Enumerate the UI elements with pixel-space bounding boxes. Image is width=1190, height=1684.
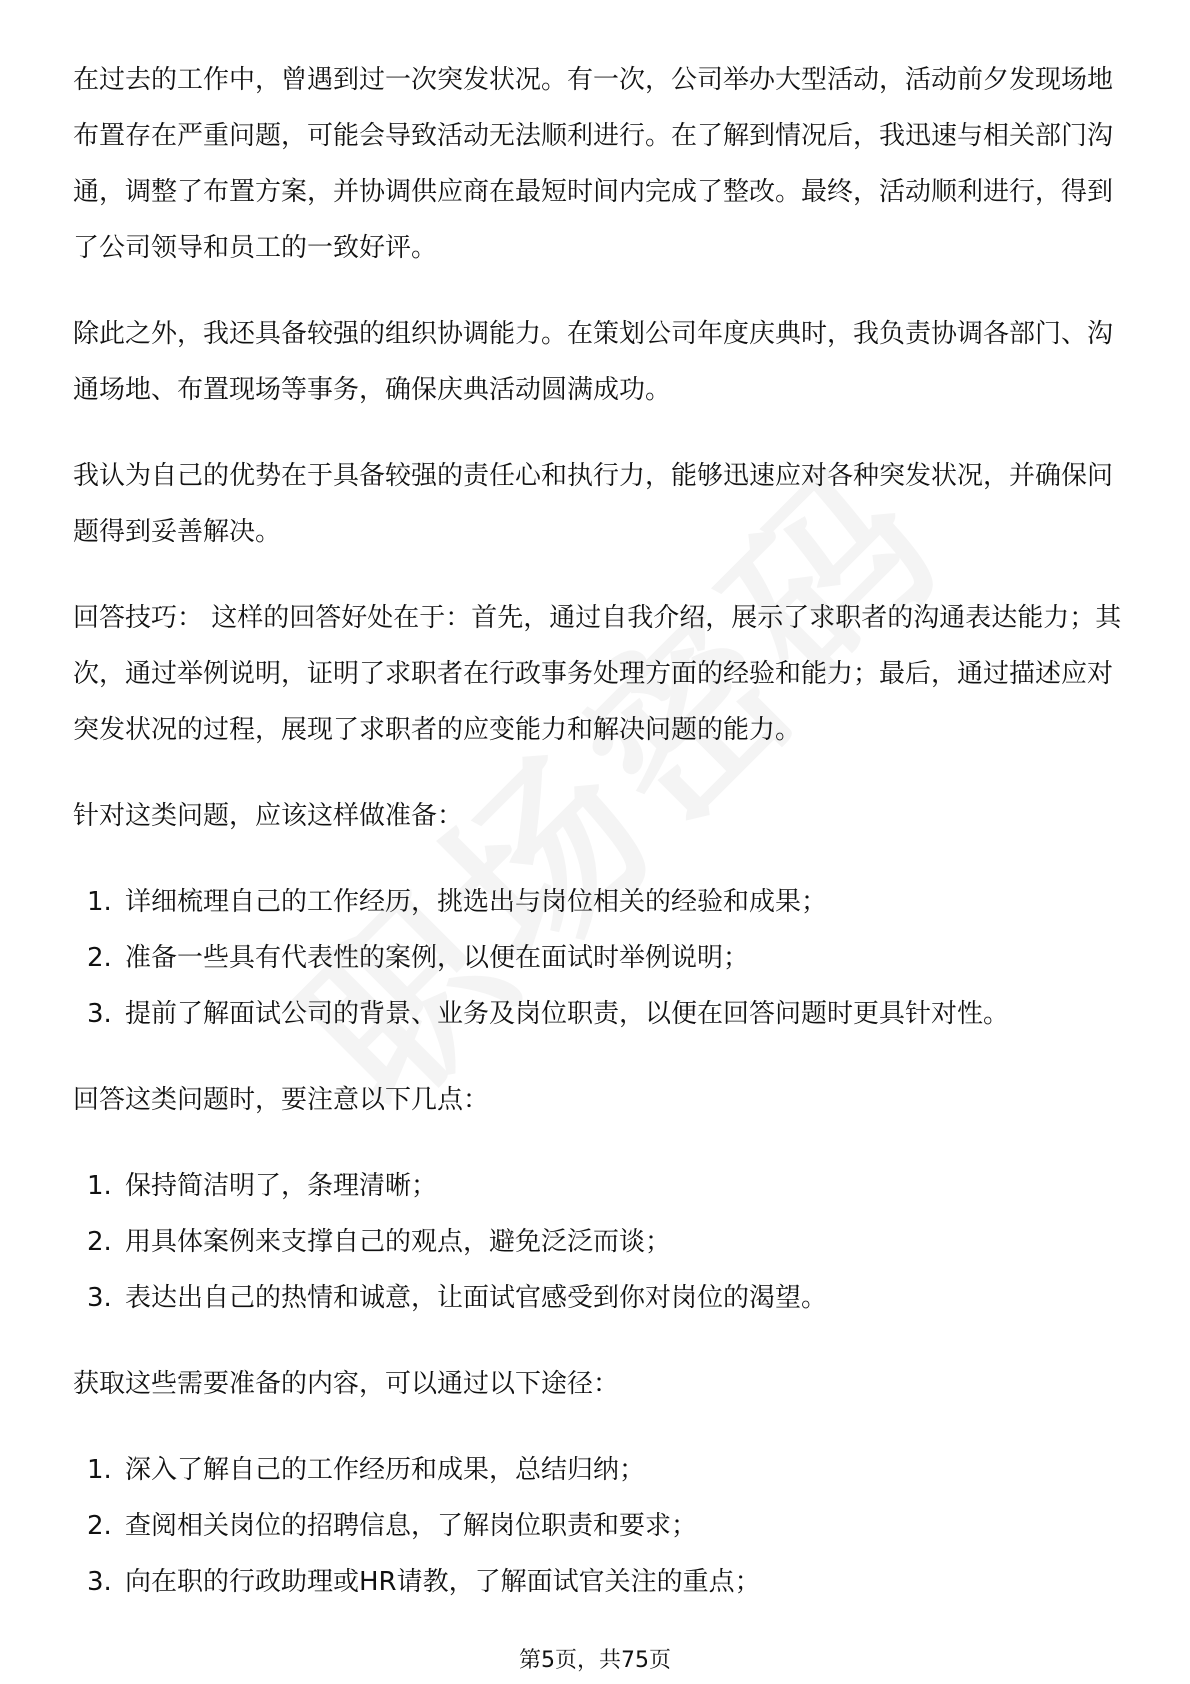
list-item bbox=[73, 1214, 1123, 1270]
list-item-text: 用具体案例来支撑自己的观点，避免泛泛而谈； bbox=[125, 1227, 672, 1257]
list-item-number: 1. bbox=[87, 1171, 112, 1201]
list-item-text: 准备一些具有代表性的案例，以便在面试时举例说明； bbox=[125, 943, 750, 973]
section-heading-preparation: 针对这类问题，应该这样做准备： bbox=[73, 801, 464, 831]
list-item-text: 查阅相关岗位的招聘信息，了解岗位职责和要求； bbox=[125, 1511, 698, 1541]
list-item-number: 3. bbox=[87, 1567, 112, 1597]
list-item-number: 2. bbox=[87, 1511, 112, 1541]
paragraph-answer-tips: 回答技巧： 这样的回答好处在于：首先，通过自我介绍，展示了求职者的沟通表达能力；其次，通过举例说明，证明了求职者在行政事务处理方面的经验和能力；最后，通过描述应对突发状况的过程，展现了求职者的应变能力和解决问题的能力。 bbox=[73, 603, 1122, 745]
list-item bbox=[73, 930, 1123, 986]
list-item bbox=[73, 874, 1123, 930]
preparation-list bbox=[73, 874, 1123, 1042]
list-item-text: 深入了解自己的工作经历和成果，总结归纳； bbox=[125, 1455, 646, 1485]
list-item-number: 3. bbox=[87, 999, 112, 1029]
list-item bbox=[73, 1442, 1123, 1498]
list-item-text: 向在职的行政助理或HR请教，了解面试官关注的重点； bbox=[125, 1567, 761, 1597]
list-item-number: 1. bbox=[87, 1455, 112, 1485]
section-heading-notes: 回答这类问题时，要注意以下几点： bbox=[73, 1085, 490, 1115]
sources-list bbox=[73, 1442, 1123, 1610]
list-item-text: 提前了解面试公司的背景、业务及岗位职责，以便在回答问题时更具针对性。 bbox=[125, 999, 1010, 1029]
list-item bbox=[73, 1498, 1123, 1554]
paragraph-1: 在过去的工作中，曾遇到过一次突发状况。有一次，公司举办大型活动，活动前夕发现场地布置存在严重问题，可能会导致活动无法顺利进行。在了解到情况后，我迅速与相关部门沟通，调整了布置方案，并协调供应商在最短时间内完成了整改。最终，活动顺利进行，得到了公司领导和员工的一致好评。 bbox=[73, 65, 1114, 263]
notes-list bbox=[73, 1158, 1123, 1326]
list-item bbox=[73, 1158, 1123, 1214]
paragraph-2: 除此之外，我还具备较强的组织协调能力。在策划公司年度庆典时，我负责协调各部门、沟通场地、布置现场等事务，确保庆典活动圆满成功。 bbox=[73, 319, 1114, 405]
paragraph-3: 我认为自己的优势在于具备较强的责任心和执行力，能够迅速应对各种突发状况，并确保问题得到妥善解决。 bbox=[73, 461, 1114, 547]
page-number-footer: 第5页，共75页 bbox=[519, 1648, 671, 1673]
list-item-text: 表达出自己的热情和诚意，让面试官感受到你对岗位的渴望。 bbox=[125, 1283, 828, 1313]
section-heading-sources: 获取这些需要准备的内容，可以通过以下途径： bbox=[73, 1369, 620, 1399]
list-item-number: 2. bbox=[87, 943, 112, 973]
list-item-text: 详细梳理自己的工作经历，挑选出与岗位相关的经验和成果； bbox=[125, 887, 828, 917]
list-item bbox=[73, 986, 1123, 1042]
list-item bbox=[73, 1270, 1123, 1326]
list-item-number: 1. bbox=[87, 887, 112, 917]
list-item-text: 保持简洁明了，条理清晰； bbox=[125, 1171, 438, 1201]
list-item-number: 3. bbox=[87, 1283, 112, 1313]
list-item bbox=[73, 1554, 1123, 1610]
list-item-number: 2. bbox=[87, 1227, 112, 1257]
document-body bbox=[73, 52, 1123, 1640]
